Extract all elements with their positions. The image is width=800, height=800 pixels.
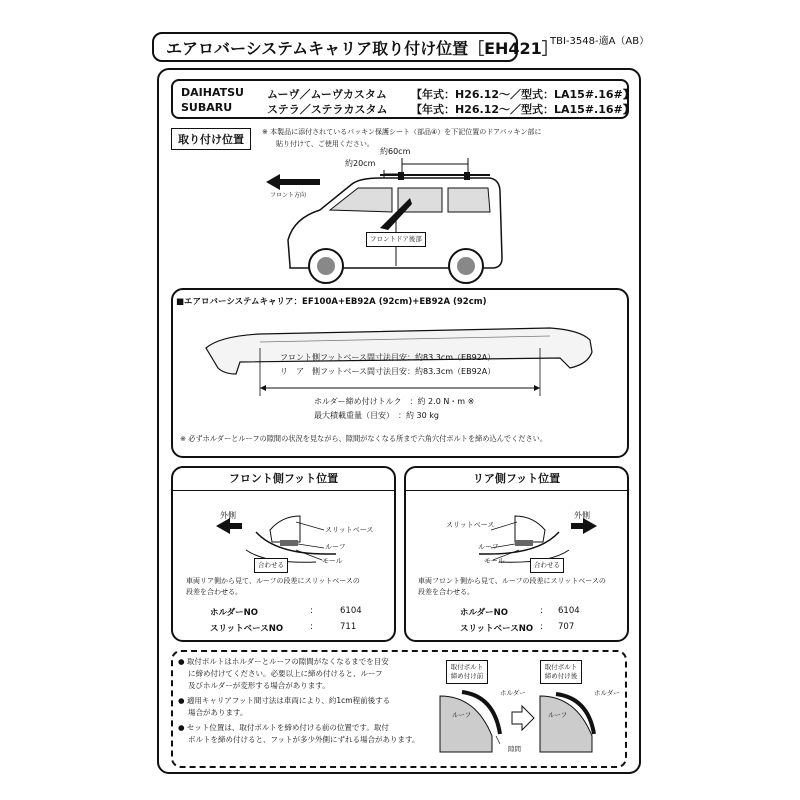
roof-label-after: ルーフ (548, 711, 568, 719)
rear-holder-label: ホルダーNO (460, 608, 509, 618)
desc-line: 車両リア側から見て、ルーフの段差にスリットベースの (186, 577, 360, 585)
document-number: TBI-3548-適A（AB） (550, 36, 650, 47)
rear-outside-label: 外側 (574, 511, 590, 520)
rear-slit-base-label: スリットベース (446, 521, 495, 529)
vehicle-applicability (171, 79, 634, 119)
front-holder-sep: : (310, 606, 313, 616)
mounting-position-label: 取り付け位置 (171, 128, 251, 150)
rear-mall-label: モール (484, 557, 505, 565)
note-line: 貼り付けて、ご使用ください。 (276, 140, 374, 148)
holder-torque: ホルダー締め付けトルク ：約 2.0 N・m ※ (314, 397, 475, 406)
note-line: ● 取付ボルトはホルダーとルーフの隙間がなくなるまでを目安 (178, 657, 389, 666)
dimension-60cm: 約60cm (380, 147, 411, 156)
rear-foot-diagram (409, 492, 624, 572)
vehicle-year: 【年式：H26.12〜／型式：LA15#.16#】 (411, 88, 634, 101)
desc-line: 段差を合わせる。 (418, 588, 474, 596)
front-foot-title: フロント側フット位置 (173, 468, 394, 491)
front-slit-label: スリットベースNO (210, 624, 284, 634)
note-line: 及びホルダーが変形する場合があります。 (188, 681, 330, 690)
front-direction-label: フロント方向 (270, 192, 307, 199)
front-align-tag: 合わせる (254, 558, 288, 573)
front-direction-arrow-icon (264, 172, 324, 192)
front-foot-span: フロント側フットベース間寸法目安：約83.3cm（EB92A） (280, 353, 496, 362)
vehicle-maker: SUBARU (181, 101, 233, 114)
note-list (178, 656, 428, 746)
vehicle-model: ステラ／ステラカスタム (267, 103, 388, 116)
max-load: 最大積載重量（目安） ：約 30 kg (314, 411, 439, 420)
tightening-caution: ※ 必ずホルダーとルーフの隙間の状況を見ながら、隙間がなくなる所まで六角穴付ボルトを締め込んでください。 (180, 434, 548, 443)
dimension-20cm: 約20cm (345, 159, 376, 168)
vehicle-maker: DAIHATSU (181, 86, 244, 99)
desc-line: 車両フロント側から見て、ルーフの段差にスリットベースの (418, 577, 606, 585)
note-line: ※ 本製品に添付されているパッキン保護シート（部品④）を下記位置のドアパッキン部に (262, 128, 542, 136)
rear-roof-label: ルーフ (478, 543, 499, 551)
desc-line: 段差を合わせる。 (186, 588, 242, 596)
rear-align-tag: 合わせる (530, 558, 564, 573)
front-slit-no: 711 (340, 622, 357, 632)
rear-holder-no: 6104 (558, 606, 580, 616)
note-item (178, 722, 428, 746)
rear-slit-no: 707 (558, 622, 575, 632)
front-outside-label: 外側 (220, 511, 236, 520)
gap-label: 隙間 (508, 745, 521, 753)
holder-label-after: ホルダー (594, 689, 620, 697)
after-tightening-tag: 取付ボルト締め付け後 (540, 660, 582, 684)
rear-foot-title: リア側フット位置 (406, 468, 627, 491)
front-holder-label: ホルダーNO (210, 608, 259, 618)
note-line: ボルトを締め付けると、フットが多少外側にずれる場合があります。 (188, 735, 420, 744)
note-line: ● セット位置は、取付ボルトを締め付ける前の位置です。取付 (178, 723, 389, 732)
front-slit-base-label: スリットベース (325, 526, 374, 534)
rear-holder-sep: : (540, 606, 543, 616)
carrier-title: ■エアロバーシステムキャリア：EF100A+EB92A (92cm)+EB92A (92cm) (176, 297, 487, 307)
note-line: 場合があります。 (188, 708, 248, 717)
note-line: ● 適用キャリアフット間寸法は車両により、約1cm程前後する (178, 696, 391, 705)
note-item (178, 656, 428, 692)
front-slit-sep: : (310, 622, 313, 632)
vehicle-year: 【年式：H26.12〜／型式：LA15#.16#】 (411, 103, 634, 116)
rear-slit-label: スリットベースNO (460, 624, 534, 634)
front-foot-desc (186, 576, 360, 598)
rear-foot-desc (418, 576, 606, 598)
vehicle-model: ムーヴ／ムーヴカスタム (267, 88, 387, 101)
page-title: エアロバーシステムキャリア取り付け位置［EH421］ (152, 32, 518, 62)
note-item (178, 695, 428, 719)
holder-label-before: ホルダー (500, 689, 526, 697)
rear-slit-sep: : (540, 622, 543, 632)
front-door-rear-label: フロントドア後部 (366, 232, 426, 247)
note-line: に締め付けてください。必要以上に締め付けると、ルーフ (188, 669, 383, 678)
car-side-illustration (260, 148, 520, 288)
front-holder-no: 6104 (340, 606, 362, 616)
protective-sheet-note (262, 126, 622, 150)
before-tightening-tag: 取付ボルト締め付け前 (446, 660, 488, 684)
front-roof-label: ルーフ (325, 543, 346, 551)
front-mall-label: モール (322, 557, 343, 565)
rear-foot-span: リ ア 側フットベース間寸法目安：約83.3cm（EB92A） (280, 367, 496, 376)
roof-label-before: ルーフ (452, 711, 472, 719)
